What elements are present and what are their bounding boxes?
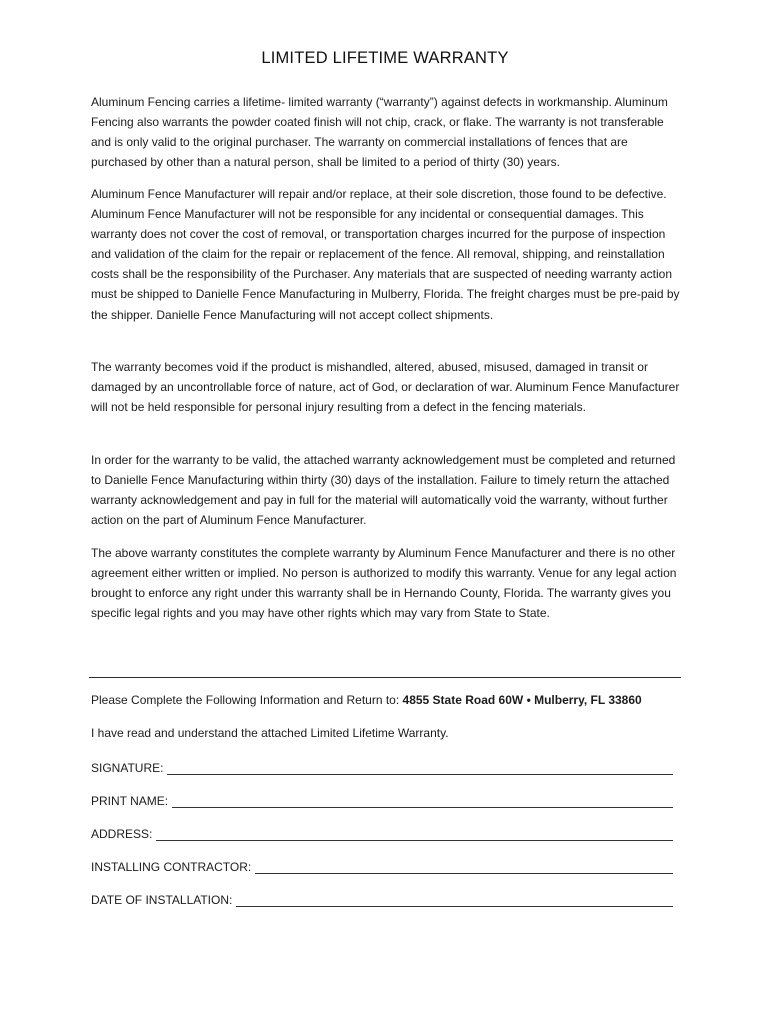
address-blank-line[interactable]	[156, 828, 673, 841]
void-conditions-paragraph: The warranty becomes void if the product is mishandled, altered, abused, misused, damaged in transit or damaged by an uncontrollable force of nature, act of God, or declaration of war. Aluminum Fence Manufacturer will not be held responsible for personal injury resulting from a defect in the fencing materials.	[91, 360, 680, 415]
validity-requirements-paragraph: In order for the warranty to be valid, the attached warranty acknowledgement must be completed and returned to Danielle Fence Manufacturing within thirty (30) days of the installation. Failure to timely return the attached warranty acknowledgement and pay in full for the material will automatically void the warranty, without further action on the part of Aluminum Fence Manufacturer.	[91, 453, 676, 528]
signature-field[interactable]	[91, 759, 673, 775]
return-instructions-label: Please Complete the Following Information and Return to:	[91, 693, 403, 707]
page-title: LIMITED LIFETIME WARRANTY	[261, 49, 509, 67]
date-of-installation-field[interactable]	[91, 891, 673, 907]
signature-label: SIGNATURE:	[91, 761, 164, 775]
print-name-field[interactable]	[91, 792, 673, 808]
print-name-label: PRINT NAME:	[91, 794, 169, 808]
return-instructions	[91, 693, 642, 707]
complete-warranty-paragraph: The above warranty constitutes the complete warranty by Aluminum Fence Manufacturer and there is no other agreement either written or implied. No person is authorized to modify this warranty. Venue for any legal action brought to enforce any right under this warranty shall be in Hernando County, Florida. The warranty gives you specific legal rights and you may have other rights which may vary from State to State.	[91, 546, 677, 621]
installing-contractor-label: INSTALLING CONTRACTOR:	[91, 860, 252, 874]
date-of-installation-label: DATE OF INSTALLATION:	[91, 893, 233, 907]
signature-blank-line[interactable]	[167, 762, 673, 775]
repair-replace-paragraph: Aluminum Fence Manufacturer will repair and/or replace, at their sole discretion, those found to be defective. Aluminum Fence Manufacturer will not be responsible for any incidental or consequential damages. This warranty does not cover the cost of removal, or transportation charges incurred for the purpose of inspection and validation of the claim for the repair or replacement of the fence. All removal, shipping, and reinstallation costs shall be the responsibility of the Purchaser. Any materials that are suspected of needing warranty action must be shipped to Danielle Fence Manufacturing in Mulberry, Florida. The freight charges must be pre-paid by the shipper. Danielle Fence Manufacturing will not accept collect shipments.	[91, 187, 680, 322]
print-name-blank-line[interactable]	[172, 795, 673, 808]
installing-contractor-blank-line[interactable]	[255, 861, 673, 874]
section-divider	[89, 677, 681, 678]
address-field[interactable]	[91, 825, 673, 841]
return-address: 4855 State Road 60W • Mulberry, FL 33860	[402, 693, 642, 707]
date-of-installation-blank-line[interactable]	[236, 894, 673, 907]
address-label: ADDRESS:	[91, 827, 153, 841]
acknowledgement-statement: I have read and understand the attached Limited Lifetime Warranty.	[91, 726, 449, 740]
installing-contractor-field[interactable]	[91, 858, 673, 874]
warranty-coverage-paragraph: Aluminum Fencing carries a lifetime- limited warranty (“warranty”) against defects in workmanship. Aluminum Fencing also warrants the powder coated finish will not chip, crack, or flake. The warranty is not transferable and is only valid to the original purchaser. The warranty on commercial installations of fences that are purchased by other than a natural person, shall be limited to a period of thirty (30) years.	[91, 95, 668, 170]
